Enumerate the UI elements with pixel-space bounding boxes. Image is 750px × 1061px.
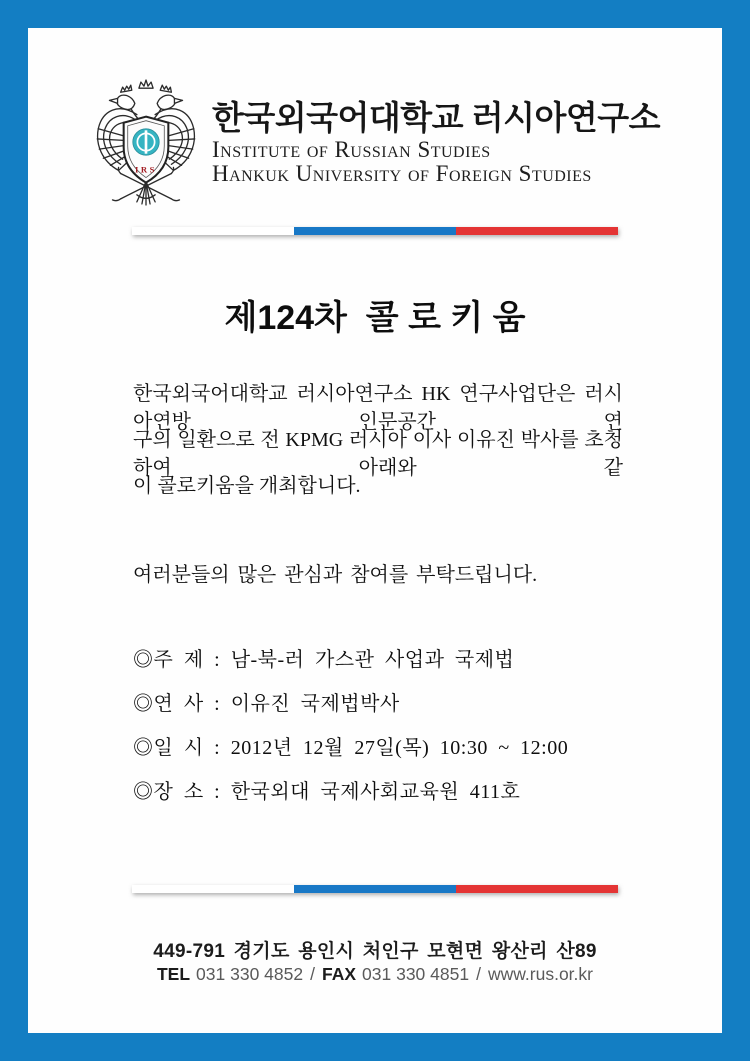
divider-segment-red	[456, 885, 618, 893]
org-names	[212, 98, 660, 186]
emblem-irs-label: IRS	[135, 164, 158, 175]
paragraph-line: 구의 일환으로 전 KPMG 러시아 이사 이유진 박사를 초청하여 아래와 같	[133, 429, 623, 479]
divider-segment-red	[456, 227, 618, 235]
paragraph-line: 한국외국어대학교 러시아연구소 HK 연구사업단은 러시아연방 인문공간 연	[133, 383, 623, 433]
org-name-korean: 한국외국어대학교 러시아연구소	[212, 99, 660, 136]
footer-address: 449-791 경기도 용인시 처인구 모현면 왕산리 산89	[153, 941, 597, 962]
divider-segment-blue	[294, 227, 456, 235]
detail-datetime: ◎일 시 : 2012년 12월 27일(목) 10:30 ~ 12:00	[133, 737, 569, 759]
separator: /	[476, 964, 481, 984]
tricolor-divider-bottom	[132, 885, 618, 893]
tricolor-divider-top	[132, 227, 618, 235]
divider-segment-white	[132, 227, 294, 235]
divider-segment-white	[132, 885, 294, 893]
org-name-english-line1: Institute of Russian Studies	[212, 137, 491, 162]
greeting-line: 여러분들의 많은 관심과 참여를 부탁드립니다.	[133, 564, 538, 586]
detail-topic: ◎주 제 : 남-북-러 가스관 사업과 국제법	[133, 649, 515, 671]
masthead	[28, 76, 722, 208]
tel-number: 031 330 4852	[196, 964, 304, 984]
detail-venue: ◎장 소 : 한국외대 국제사회교육원 411호	[133, 781, 521, 803]
tel-label: TEL	[156, 964, 191, 984]
page-title: 제124차 콜 로 키 움	[224, 299, 526, 337]
event-details-list	[133, 646, 643, 822]
irs-eagle-emblem-icon	[90, 76, 202, 208]
org-name-english-line2: Hankuk University of Foreign Studies	[212, 161, 592, 186]
fax-number: 031 330 4851	[362, 964, 470, 984]
poster-content	[28, 28, 722, 1033]
website-url: www.rus.or.kr	[487, 964, 593, 984]
footer-contact	[28, 964, 722, 985]
separator: /	[310, 964, 315, 984]
divider-segment-blue	[294, 885, 456, 893]
intro-paragraph	[133, 380, 623, 518]
detail-speaker: ◎연 사 : 이유진 국제법박사	[133, 693, 400, 715]
fax-label: FAX	[321, 964, 357, 984]
paragraph-line: 이 콜로키움을 개최합니다.	[133, 475, 361, 497]
